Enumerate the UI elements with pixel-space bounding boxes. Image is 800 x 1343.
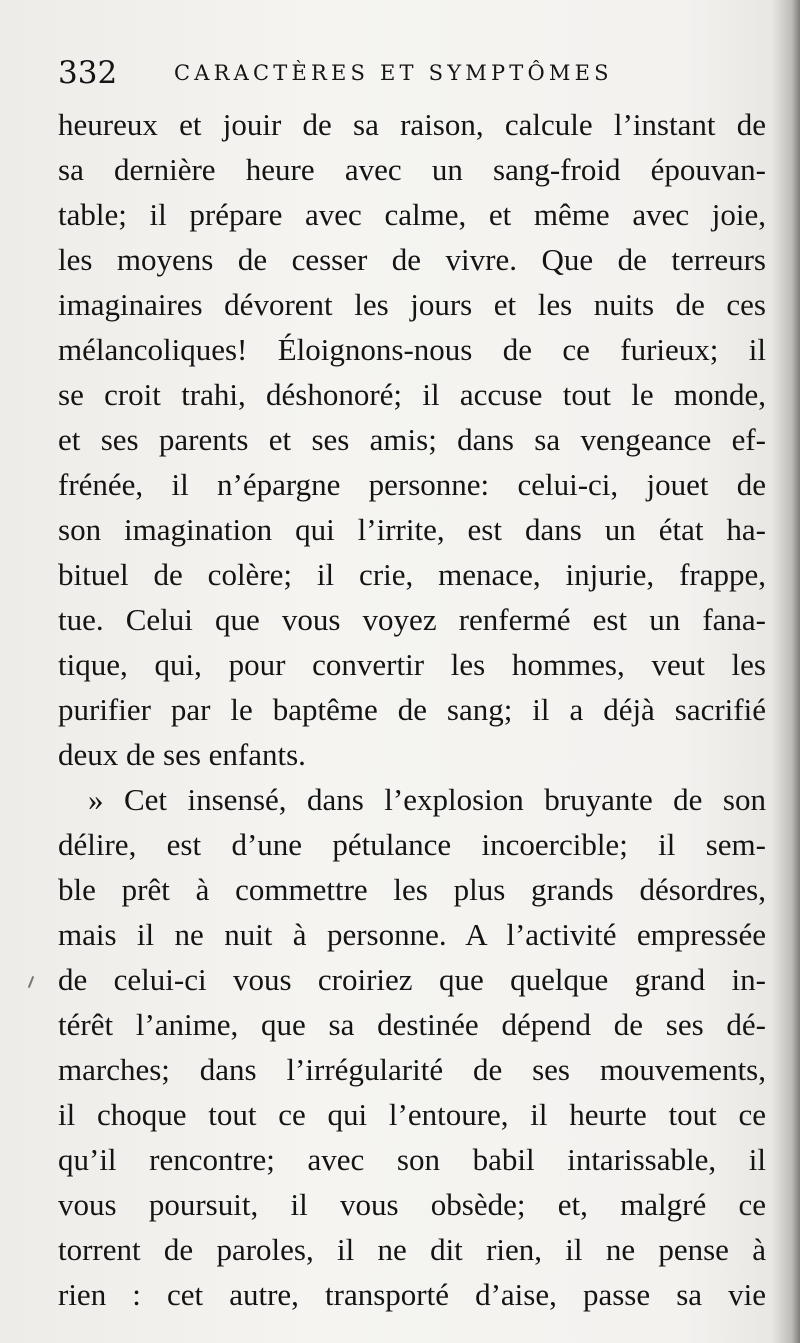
text-line: imaginaires dévorent les jours et les nuits de ces [58,287,766,322]
text-line: et ses parents et ses amis; dans sa vengeance ef- [58,422,766,457]
page-header [58,50,758,96]
text-line: vous poursuit, il vous obsède; et, malgré ce [58,1187,766,1222]
text-line: les moyens de cesser de vivre. Que de terreurs [58,242,766,277]
text-line: purifier par le baptême de sang; il a déjà sacrifié [58,692,766,727]
running-head: CARACTÈRES ET SYMPTÔMES [174,61,613,85]
text-line: tique, qui, pour convertir les hommes, veut les [58,647,766,682]
text-line: se croit trahi, déshonoré; il accuse tout le monde, [58,377,766,412]
text-line: sa dernière heure avec un sang-froid épouvan- [58,152,766,187]
text-line: table; il prépare avec calme, et même avec joie, [58,197,766,232]
text-line: ble prêt à commettre les plus grands désordres, [58,872,766,907]
text-line: torrent de paroles, il ne dit rien, il ne pense à [58,1232,766,1267]
text-line: son imagination qui l’irrite, est dans un état ha- [58,512,766,547]
text-line: qu’il rencontre; avec son babil intarissable, il [58,1142,766,1177]
text-line: bituel de colère; il crie, menace, injurie, frappe, [58,557,766,592]
text-line: marches; dans l’irrégularité de ses mouvements, [58,1052,766,1087]
margin-ink-mark [28,976,34,988]
text-line: il choque tout ce qui l’entoure, il heurte tout ce [58,1097,766,1132]
page-number: 332 [58,55,118,91]
paragraph-start-line: » Cet insensé, dans l’explosion bruyante de son [88,782,766,817]
body-text [58,102,766,1317]
text-line: mélancoliques! Éloignons-nous de ce furieux; il [58,332,766,367]
text-line: térêt l’anime, que sa destinée dépend de ses dé- [58,1007,766,1042]
paragraph-end-line: deux de ses enfants. [58,737,306,772]
text-line: délire, est d’une pétulance incoercible; il sem- [58,827,766,862]
text-line: tue. Celui que vous voyez renfermé est un fana- [58,602,766,637]
text-line: heureux et jouir de sa raison, calcule l’instant de [58,107,766,142]
text-line: frénée, il n’épargne personne: celui-ci, jouet de [58,467,766,502]
text-line: de celui-ci vous croiriez que quelque grand in- [58,962,766,997]
text-line: mais il ne nuit à personne. A l’activité empressée [58,917,766,952]
text-line: rien : cet autre, transporté d’aise, passe sa vie [58,1277,766,1312]
